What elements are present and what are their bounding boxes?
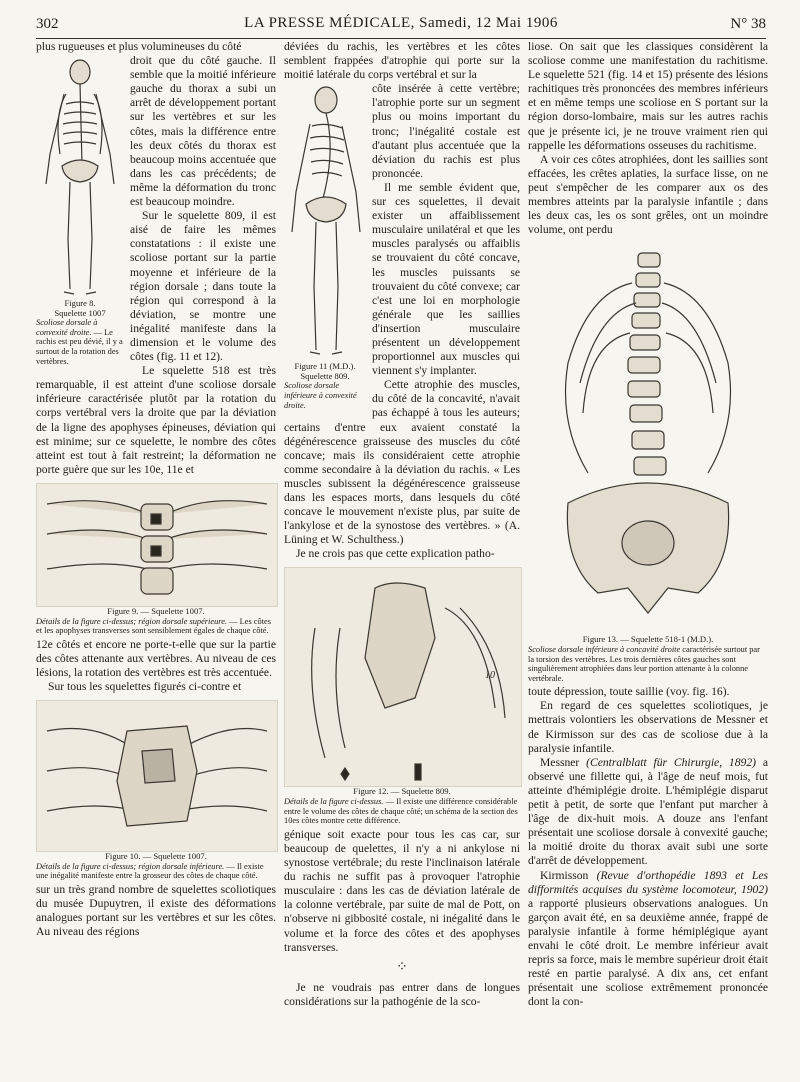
c1-p1: droit que du côté gauche. Il semble que la moitié inférieure gauche du thorax a subi un arrêt de développement portant sur les vertèbres et sur les côtes, mais la différence entre les deux côtés du thorax est beaucoup moins accentuée que dans les cas précédents; de même la déformation du tronc est beaucoup moindre.: [130, 54, 276, 209]
figure-12-caption: Figure 12. — Squelette 809. Détails de la figure ci-dessus. — Il existe une différence considérable entre le volume des côtes de chaque côté; un schéma de la section des 10es côtes montre cette différence.: [284, 786, 518, 826]
figure-11: [284, 82, 366, 410]
page-number: 302: [36, 16, 59, 32]
figure-11-caption: Figure 11 (M.D.). Squelette 809. Scoliose dorsale inférieure à convexité droite.: [284, 361, 357, 410]
skeleton-scoliosis-illustration: [284, 82, 366, 362]
rib-section-illustration: [284, 567, 522, 787]
c3-p6-body: a rapporté plusieurs observations analogues. Un garçon avait été, en sa deuxième année, frappé de paralysie infantile à forme hémiplégique ayant envahi le côté droit. Le membre inférieur avait repris sa force, mais le membre supérieur droit était resté en partie paralysé. A dix ans, cet enfant présentait une scoliose extrêmement prononcée dont la con-: [528, 896, 768, 1009]
rib-label-10: 10: [485, 670, 495, 682]
c2-p1: côte insérée à cette vertèbre; l'atrophie porte sur un segment plus ou moins important du tronc; l'inégalité costale est d'autant plus accentuée que la déviation du rachis est plus prononcée.: [372, 82, 520, 180]
rib-detail-illustration: [36, 700, 278, 852]
c3-p5-author: Messner: [540, 755, 580, 769]
figure-12: [284, 567, 520, 825]
c3-p5-ref: (Centralblatt für Chirurgie, 1892): [586, 755, 756, 769]
c1-p2: Sur le squelette 809, il est aisé de faire les mêmes constatations : il existe une scoliose portant sur la partie moyenne et inférieure de la région dorsale ; dans toute la région qui correspond à la déviation, se montre une inégalité manifeste dans la dimension et le volume des côtes (fig. 11 et 12).: [130, 209, 276, 364]
column-1: [36, 40, 276, 939]
figure-9: [36, 483, 276, 636]
c3-p2: A voir ces côtes atrophiées, dont les saillies sont effacées, les crêtes aplaties, la surface lisse, on ne peut s'empêcher de les comparer aux os des membres atteints par la paralysie infantile ; dans les deux cas, les os sont grêles, ont un moindre volume, ont perdu: [528, 152, 768, 237]
figure-8: [36, 54, 124, 366]
page-header: [36, 14, 766, 39]
c1-p5: Sur tous les squelettes figurés ci-contre et: [48, 679, 242, 693]
spine-torso-illustration: [528, 243, 768, 635]
figure-9-caption: Figure 9. — Squelette 1007. Détails de la figure ci-dessus; région dorsale supérieure. — Les côtes et les apophyses transverses sont sensiblement égales de chaque côté.: [36, 605, 272, 636]
c3-p5-body: a observé une fillette qui, à l'âge de neuf mois, fut atteinte d'hémiplégie droite. L'hémiplégie disparut petit à petit, de sorte que l'enfant put marcher à l'âge de dix-huit mois. A douze ans l'enfant présentait une scoliose dorsale à convexité gauche; la moitié droite du thorax avait subi une sorte d'arrêt de développement.: [528, 755, 768, 868]
issue-number: N° 38: [730, 16, 766, 32]
c3-p6-author: Kirmisson: [540, 868, 589, 882]
skeleton-back-illustration: [36, 54, 124, 299]
c2-lead: déviées du rachis, les vertèbres et les côtes semblent frappées d'atrophie qui porte sur la moitié latérale du corps vertébral et sur la: [284, 40, 520, 82]
c2-p2: Il me semble évident que, sur ces squelettes, il devait exister un affaiblissement musculaire unilatéral et que les muscles paralysés ou affaiblis se trouvaient du côté concave, les muscles puissants se trouvaient du côté convexe; car c'est une loi en morphologie générale que les saillies d'insertion musculaire présentent un développement proportionnel aux muscles qui viennent s'y implanter.: [372, 180, 520, 378]
c3-p6: [528, 869, 768, 1010]
figure-13-caption: Figure 13. — Squelette 518-1 (M.D.). Scoliose dorsale inférieure à concavité droite caractérisée surtout par la torsion des vertèbres. Les trois dernières côtes gauches sont singulièrement atrophiées dans leur portion attenante à la colonne vertébrale.: [528, 634, 760, 683]
c3-p3: toute dépression, toute saillie (voy. fig. 16).: [528, 685, 730, 699]
c2-p3: Cette atrophie des muscles, du côté de la concavité, n'avait pas échappé à tous les auteurs; certains d'entre eux avaient constaté la dégénérescence graisseuse des muscles du côté concave; mais ils considéraient cette atrophie comme secondaire à la déviation du rachis. « Les muscles subissent la dégénérescence graisseuse dans les espaces morts, dans lesquels du côté concave le mouvement n'existe plus, par suite de l'ankylose et de la synostose des vertèbres. » (A. Lüning et W. Schulthess.): [284, 378, 520, 547]
c3-p1: liose. On sait que les classiques considèrent la scoliose comme une manifestation du rachitisme. Le squelette 521 (fig. 14 et 15) présente des lésions rachitiques très prononcées des membres inférieurs et en même temps une scoliose en S portant sur la région dorso-lombaire, mais sur les autres rachis que je présente ici, je ne trouve vraiment rien qui rappelle les déformations osseuses du rachitisme.: [528, 40, 768, 152]
vertebrae-detail-illustration: [36, 483, 278, 607]
c3-p4: En regard de ces squelettes scoliotiques, je mettrais volontiers les observations de Messner et de Kirmisson sur des cas de scoliose due à la paralysie infantile.: [528, 699, 768, 755]
section-separator: ⁘: [396, 959, 408, 975]
figure-13: [528, 243, 768, 683]
figure-10-caption: Figure 10. — Squelette 1007. Détails de la figure ci-dessus; région dorsale inférieure. — Il existe une inégalité manifeste entre la grosseur des côtes de chaque côté.: [36, 851, 264, 881]
c3-p5: [528, 756, 768, 869]
c1-p6: sur un très grand nombre de squelettes scoliotiques du musée Dupuytren, il existe des déformations analogues portant sur les vertèbres et sur les côtes. Au niveau des régions: [36, 882, 276, 939]
column-3: [528, 40, 768, 1009]
c1-p3: Le squelette 518 est très remarquable, il est atteint d'une scoliose dorsale inférieure caractérisée plutôt par la rotation du corps vertébral vers la droite que par la déviation de la ligne des apophyses épineuses, déviation qui est minime; sur ce squelette, le nombre des côtes atteint est tout à fait restreint; la déformation ne porte guère que sur les 10e, 11e et: [36, 364, 276, 476]
figure-8-caption: Figure 8. Squelette 1007 Scoliose dorsale à convexité droite. — Le rachis est peu dévié, il y a surtout de la rotation des vertèbres.: [36, 298, 123, 366]
c2-p4: Je ne crois pas que cette explication patho-: [296, 547, 495, 561]
c1-p4: 12e côtés et encore ne porte-t-elle que sur la partie des côtes attenante aux vertèbres. Au niveau de ces lésions, la rotation des vertèbres est très accentuée.: [36, 637, 276, 679]
column-2: [284, 40, 520, 1009]
c1-lead: plus rugueuses et plus volumineuses du côté: [36, 40, 242, 53]
c3-p6-ref: (Revue d'orthopédie 1893 et Les difformités acquises du système locomoteur, 1902): [528, 868, 768, 896]
c2-p6: Je ne voudrais pas entrer dans de longues considérations sur la pathogénie de la sco-: [284, 980, 520, 1008]
journal-title: LA PRESSE MÉDICALE, Samedi, 12 Mai 1906: [244, 15, 558, 31]
c2-p5: génique soit exacte pour tous les cas car, sur beaucoup de quelettes, il n'y a ni ankylose ni synostose vertébrale; du reste l'inclinaison latérale du rachis ne suffit pas à provoquer l'atrophie musculaire : dans les cas de déviation latérale de la colonne vertébrale, par suite de mal de Pott, on n'observe ni gibbosité costale, ni inégalité dans le volume et la force des côtes et des apophyses transverses.: [284, 827, 520, 954]
figure-10: [36, 700, 276, 881]
